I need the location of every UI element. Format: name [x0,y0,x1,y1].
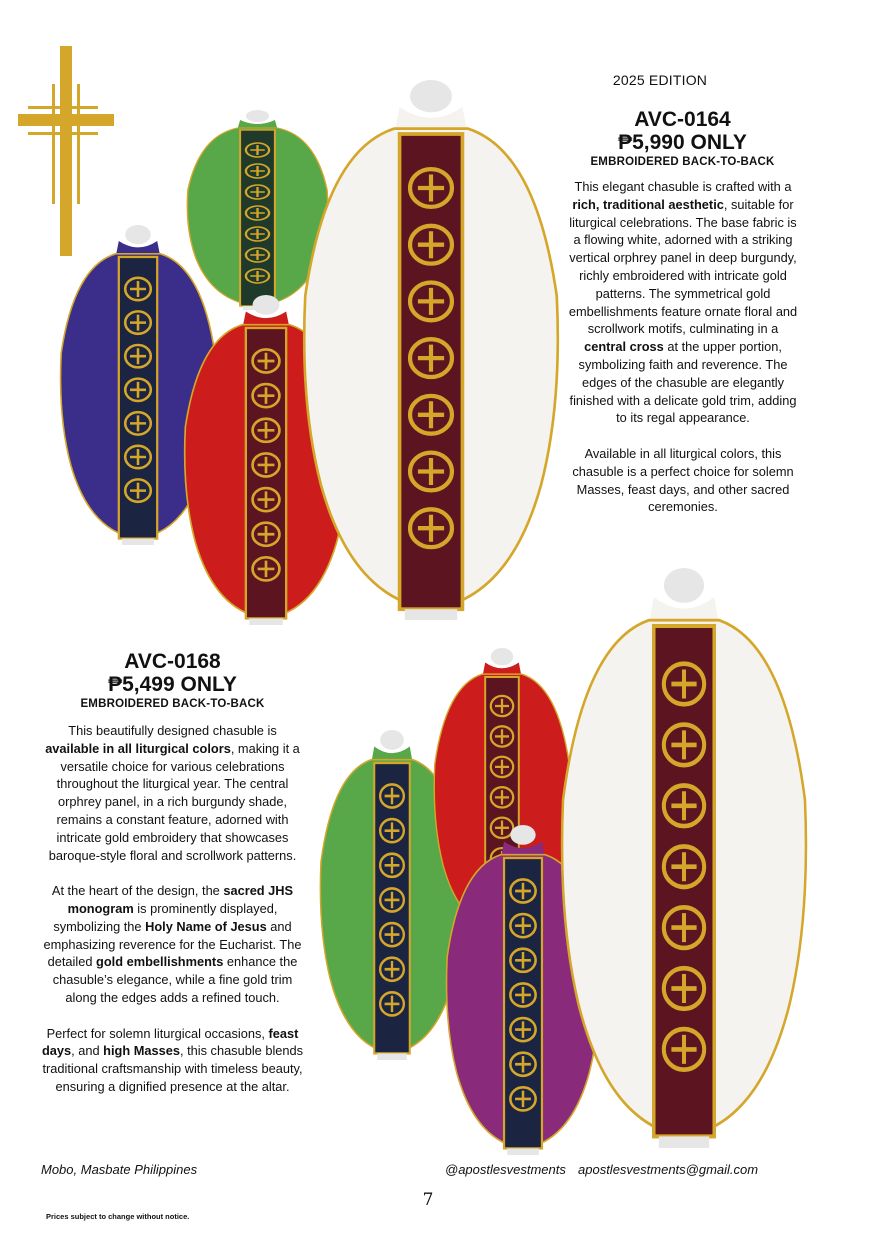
product-code: AVC-0164 [634,108,731,131]
edition-label: 2025 EDITION [612,72,708,88]
price-disclaimer: Prices subject to change without notice. [46,1212,190,1221]
white-chasuble-image-2 [558,568,810,1148]
description-paragraph: Perfect for solemn liturgical occasions, feast days, and high Masses, this chasuble blends traditional craftsmanship with timeless beauty, ensuring a dignified presence at the altar. [41,1025,304,1094]
description-paragraph: Available in all liturgical colors, this chasuble is a perfect choice for solemn Masses, feast days, and other sacred ceremonies. [572,445,794,515]
description-paragraph: At the heart of the design, the sacred JHS monogram is prominently displayed, symbolizing the Holy Name of Jesus and emphasizing reverence for the Eucharist. The detailed gold embellishments enhance the chasuble’s elegance, while a fine gold trim along the edges adds a refined touch. [43,883,302,1005]
footer-social-handle[interactable]: @apostlesvestments [445,1162,566,1177]
white-chasuble-image [300,80,562,620]
product-description-avc-0168 [40,722,305,1114]
product-code: AVC-0168 [124,650,221,673]
description-paragraph: This beautifully designed chasuble is available in all liturgical colors, making it a versatile choice for various celebrations throughout the liturgical year. The central orphrey panel, in a rich burgundy shade, remains a constant feature, adorned with intricate gold embroidery that showcases baroque-style floral and scrollwork patterns. [45,723,300,863]
product-header-avc-0164 [560,108,805,168]
footer-location: Mobo, Masbate Philippines [41,1162,198,1177]
product-subtitle: EMBROIDERED BACK-TO-BACK [590,156,775,168]
footer-email[interactable]: apostlesvestments@gmail.com [578,1162,759,1177]
page-number: 7 [422,1190,434,1210]
product-subtitle: EMBROIDERED BACK-TO-BACK [80,698,265,710]
product-header-avc-0168 [40,650,305,710]
product-description-avc-0164 [566,178,800,534]
product-price: ₱5,990 ONLY [618,131,747,154]
description-paragraph: This elegant chasuble is crafted with a rich, traditional aesthetic, suitable for liturgical celebrations. The base fabric is a flowing white, adorned with a striking vertical orphrey panel in deep burgundy, richly embroidered with intricate gold patterns. The symmetrical gold embellishments feature ornate floral and scrollwork motifs, culminating in a central cross at the upper portion, symbolizing faith and reverence. The edges of the chasuble are elegantly finished with a delicate gold trim, adding to its regal appearance. [568,179,798,426]
product-price: ₱5,499 ONLY [108,673,237,696]
